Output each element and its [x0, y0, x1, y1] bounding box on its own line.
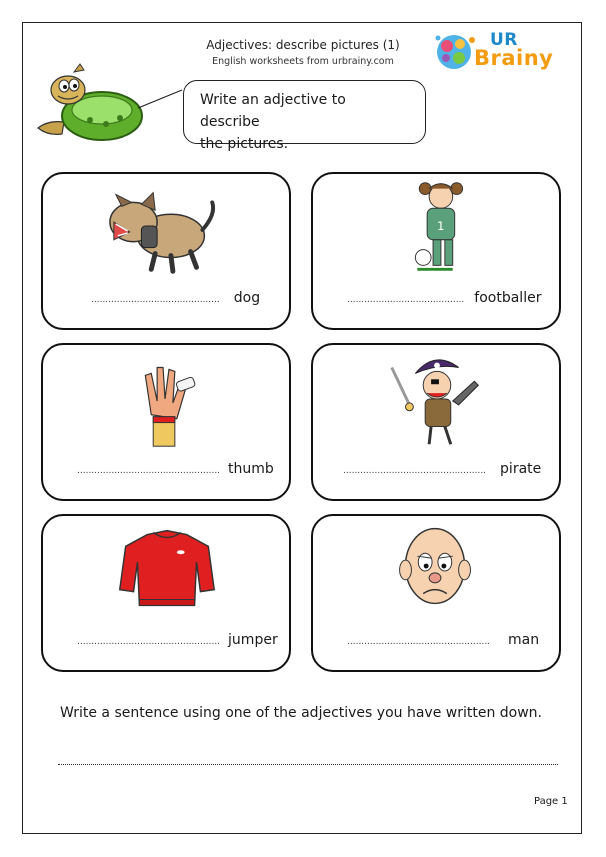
worksheet-subtitle: English worksheets from urbrainy.com: [212, 56, 394, 67]
instruction-bubble: [183, 80, 426, 152]
answer-blank[interactable]: ..................................................: [343, 466, 487, 476]
answer-blank[interactable]: ..................................................: [347, 637, 491, 647]
sentence-prompt: Write a sentence using one of the adjectives you have written down.: [60, 705, 542, 721]
answer-blank[interactable]: ..................................................: [77, 466, 221, 476]
pirate-icon: [313, 345, 559, 450]
card-word: thumb: [228, 461, 274, 477]
card-word: footballer: [474, 290, 542, 306]
instruction-line-2: the pictures.: [200, 136, 289, 152]
card-pirate: [311, 343, 561, 501]
urbrainy-logo[interactable]: [432, 30, 554, 74]
card-word: dog: [233, 290, 261, 306]
answer-blank[interactable]: .............................................: [91, 295, 220, 305]
card-jumper: [41, 514, 291, 672]
man-icon: [313, 516, 559, 621]
worksheet-title: Adjectives: describe pictures (1): [206, 38, 400, 52]
page-number: Page 1: [534, 796, 568, 807]
card-man: [311, 514, 561, 672]
card-word: man: [508, 632, 540, 648]
instruction-line-1: Write an adjective to describe: [200, 92, 346, 130]
sentence-answer-line[interactable]: [58, 764, 558, 765]
dog-icon: [43, 174, 289, 279]
jumper-icon: [43, 516, 289, 621]
answer-blank[interactable]: ..................................................: [77, 637, 221, 647]
card-word: pirate: [500, 461, 542, 477]
card-word: jumper: [228, 632, 278, 648]
logo-text-brainy: Brainy: [474, 46, 554, 70]
hand-icon: [43, 345, 289, 450]
card-footballer: [311, 172, 561, 330]
card-dog: [41, 172, 291, 330]
logo-text-ur: UR: [490, 30, 518, 50]
answer-blank[interactable]: .........................................: [347, 295, 465, 305]
svg-text:1: 1: [436, 218, 445, 233]
footballer-icon: [313, 174, 559, 279]
card-thumb: [41, 343, 291, 501]
turtle-mascot-icon: [34, 60, 184, 146]
